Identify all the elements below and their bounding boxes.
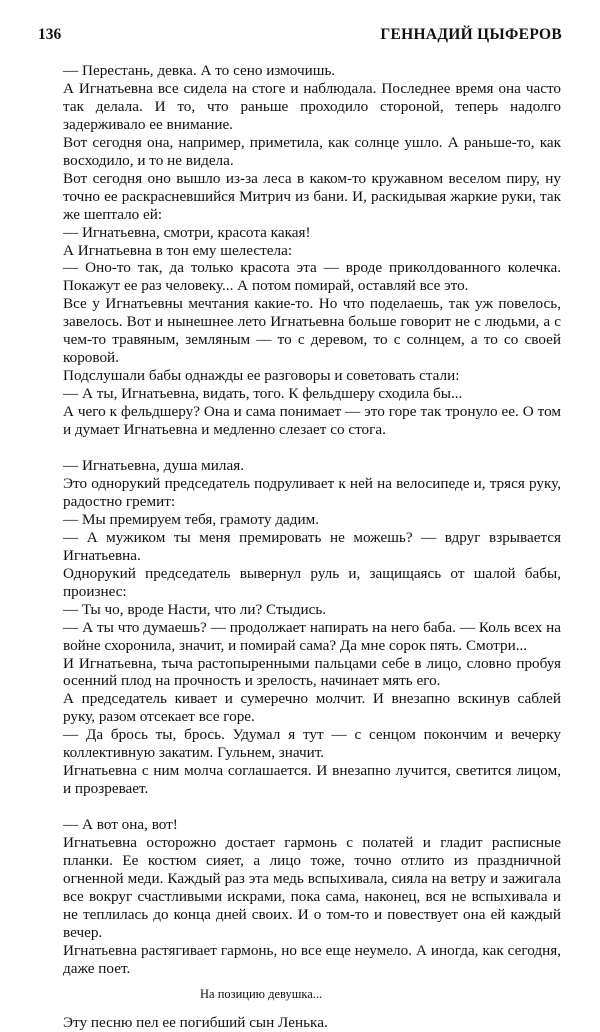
paragraph: Подслушали бабы однажды ее разговоры и советовать стали:: [63, 367, 460, 385]
paragraph: — А ты, Игнатьевна, видать, того. К фельдшеру сходила бы...: [63, 385, 463, 403]
page-body: [63, 62, 561, 1032]
verse-line: На позицию девушка...: [200, 986, 323, 1001]
section-gap: [63, 439, 561, 457]
paragraph: И Игнатьевна, тыча растопыренными пальцами себе в лицо, словно пробуя осенний плод на прочность и зрелость, начинает мять его.: [63, 654, 561, 690]
paragraph: Игнатьевна растягивает гармонь, но все еще неумело. А иногда, как сегодня, даже поет.: [63, 941, 561, 977]
paragraph: А Игнатьевна все сидела на стоге и наблюдала. Последнее время она часто так делала. И то, что раньше проходило стороной, теперь надолго задерживало ее внимание.: [63, 79, 561, 133]
paragraph: А председатель кивает и сумеречно молчит. И внезапно вскинув саблей руку, разом отсекает все горе.: [63, 690, 561, 726]
paragraph: — Оно-то так, да только красота эта — вроде приколдованного колечка. Покажут ее раз человеку... А потом помирай, оставляй все это.: [63, 259, 561, 295]
paragraph: Игнатьевна осторожно достает гармонь с полатей и гладит расписные планки. Ее костюм сияет, а лицо тоже, точно отлито из праздничной огненной меди. Каждый раз эта медь вспыхивала, сияла на ветру и зажигала все вокруг счастливыми искрами, пока сама, наконец, вся не вспыхивала и не теплилась до конца дней своих. И о том-то и повествует она ей каждый вечер.: [63, 834, 561, 941]
paragraph: — Ты чо, вроде Насти, что ли? Стыдись.: [63, 600, 327, 618]
section-gap: [63, 798, 561, 816]
paragraph: Все у Игнатьевны мечтания какие-то. Но что поделаешь, так уж повелось, завелось. Вот и нынешнее лето Игнатьевна больше говорит не с людьми, а с чем-то травяным, земляным — то с деревом, то с солнцем, а то со своей коровой.: [63, 295, 561, 367]
paragraph: — Да брось ты, брось. Удумал я тут — с сенцом покончим и вечерку коллективную закатим. Гульнем, значит.: [63, 726, 561, 762]
paragraph: Вот сегодня она, например, приметила, как солнце ушло. А раньше-то, как восходило, и то не видела.: [63, 133, 561, 169]
paragraph: Однорукий председатель вывернул руль и, защищаясь от шалой бабы, произнес:: [63, 564, 561, 600]
paragraph: — А мужиком ты меня премировать не можешь? — вдруг взрывается Игнатьевна.: [63, 528, 561, 564]
paragraph: — Игнатьевна, душа милая.: [63, 457, 244, 475]
paragraph: — А ты что думаешь? — продолжает напирать на него баба. — Коль всех на войне схоронила, значит, и помирай сама? Да мне сорок пять. Смотри...: [63, 618, 561, 654]
paragraph: А чего к фельдшеру? Она и сама понимает — это горе так тронуло ее. О том и думает Игнатьевна и медленно слезает со стога.: [63, 403, 561, 439]
paragraph: А Игнатьевна в тон ему шелестела:: [63, 241, 293, 259]
paragraph: — А вот она, вот!: [63, 816, 178, 834]
paragraph: Это однорукий председатель подруливает к ней на велосипеде и, тряся руку, радостно гремит:: [63, 474, 561, 510]
paragraph: — Перестань, девка. А то сено измочишь.: [63, 62, 336, 79]
paragraph: — Игнатьевна, смотри, красота какая!: [63, 223, 311, 241]
paragraph: Вот сегодня оно вышло из-за леса в каком-то кружавном веселом пиру, ну точно ее раскрасневшийся Митрич из бани. И, раскидывая жаркие руки, так же шептало ей:: [63, 169, 561, 223]
page-header: [38, 26, 562, 48]
paragraph: — Мы премируем тебя, грамоту дадим.: [63, 510, 320, 528]
closing-paragraph: Эту песню пел ее погибший сын Ленька.: [63, 1013, 328, 1031]
running-head-author: ГЕННАДИЙ ЦЫФЕРОВ: [380, 26, 562, 43]
page-number: 136: [38, 26, 62, 43]
paragraph: Игнатьевна с ним молча соглашается. И внезапно лучится, светится лицом, и прозревает.: [63, 762, 561, 798]
